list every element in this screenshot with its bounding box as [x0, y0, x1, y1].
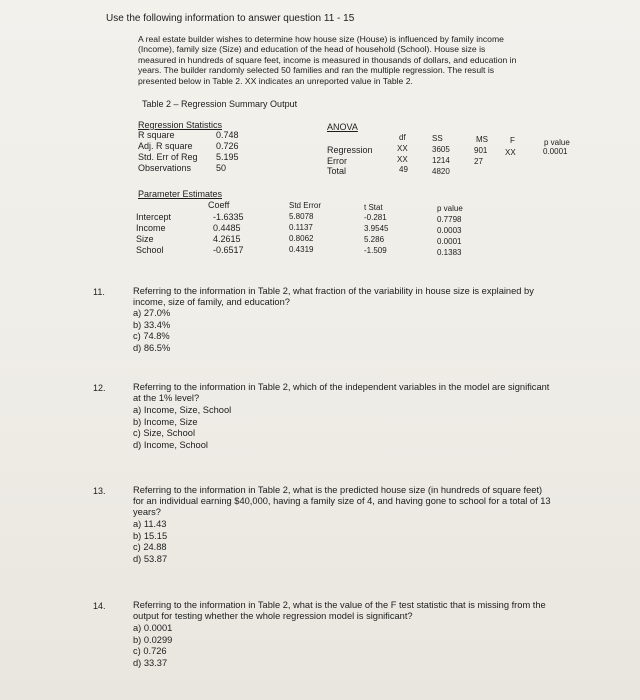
answer-options — [133, 308, 170, 354]
answer-option: d) 33.37 — [133, 657, 168, 668]
anova-title: ANOVA — [327, 122, 358, 132]
question-line: for an individual earning $40,000, having a family size of 4, and having gone to school for a total of 13 — [133, 496, 551, 506]
anova-df: XX — [397, 155, 408, 164]
param-name: Intercept — [136, 212, 172, 222]
question-line: Referring to the information in Table 2, what fraction of the variability in house size is explained by — [133, 286, 534, 296]
param-coeff: -1.6335 — [213, 212, 244, 222]
answer-option: b) Income, Size — [133, 416, 198, 427]
intro-line: (Income), family size (Size) and education of the head of household (School). House size is — [138, 44, 486, 55]
question-text — [133, 382, 549, 404]
question-number: 13. — [93, 486, 106, 496]
instructions-header: Use the following information to answer question 11 - 15 — [106, 13, 355, 24]
answer-option: a) 27.0% — [133, 308, 171, 318]
params-title: Parameter Estimates — [138, 189, 223, 199]
params-header-se: Std Error — [289, 201, 322, 210]
reg-stat-label: Std. Err of Reg — [138, 152, 198, 162]
param-p: 0.1383 — [437, 248, 462, 257]
param-p: 0.7798 — [437, 215, 462, 224]
reg-stat-label: Adj. R square — [138, 141, 193, 151]
reg-stats-title: Regression Statistics — [138, 120, 223, 130]
anova-df: 49 — [399, 165, 408, 174]
answer-option: b) 0.0299 — [133, 634, 173, 645]
reg-stat-value: 0.726 — [216, 141, 239, 151]
table-title: Table 2 – Regression Summary Output — [142, 99, 298, 109]
problem-intro — [138, 34, 578, 86]
param-coeff: 4.2615 — [213, 234, 241, 244]
anova-p: 0.0001 — [543, 147, 568, 156]
param-name: School — [136, 245, 164, 255]
reg-stat-value: 50 — [216, 163, 227, 173]
param-coeff: -0.6517 — [213, 245, 244, 255]
anova-ms: 901 — [474, 146, 488, 155]
param-t: -0.281 — [364, 213, 387, 222]
anova-header-df: df — [399, 133, 406, 142]
answer-option: c) 74.8% — [133, 331, 170, 341]
param-se: 0.4319 — [289, 245, 314, 254]
answer-option: a) Income, Size, School — [133, 405, 232, 415]
anova-df: XX — [397, 144, 408, 153]
param-t: -1.509 — [364, 246, 387, 255]
question-text — [133, 600, 546, 622]
param-se: 0.8062 — [289, 234, 314, 243]
anova-header-p: p value — [544, 138, 570, 147]
param-t: 3.9545 — [364, 224, 389, 233]
question-text — [133, 485, 551, 518]
question-line: output for testing whether the whole regression model is significant? — [133, 611, 413, 621]
reg-stat-value: 5.195 — [216, 152, 239, 162]
answer-option: d) Income, School — [133, 439, 208, 450]
param-name: Income — [136, 223, 166, 233]
anova-header-f: F — [510, 136, 515, 145]
question-number: 12. — [93, 383, 106, 393]
answer-options — [133, 519, 167, 565]
answer-option: c) 0.726 — [133, 646, 167, 656]
answer-option: c) 24.88 — [133, 542, 167, 552]
answer-options — [133, 623, 172, 669]
param-se: 0.1137 — [289, 223, 313, 232]
question-line: income, size of family, and education? — [133, 297, 290, 307]
question-line: Referring to the information in Table 2, what is the value of the F test statistic that is missing from the — [133, 600, 546, 610]
answer-option: d) 53.87 — [133, 553, 168, 564]
param-p: 0.0001 — [437, 237, 462, 246]
answer-option: b) 33.4% — [133, 319, 171, 330]
param-p: 0.0003 — [437, 226, 462, 235]
anova-ss: 1214 — [432, 156, 450, 165]
anova-ss: 3605 — [432, 145, 450, 154]
intro-line: years. The builder randomly selected 50 families and ran the multiple regression. The result is — [138, 65, 495, 76]
question-line: years? — [133, 507, 161, 517]
answer-option: a) 11.43 — [133, 519, 167, 529]
params-header-coeff: Coeff — [208, 200, 230, 210]
reg-stat-label: Observations — [138, 163, 192, 173]
question-number: 14. — [93, 601, 106, 611]
intro-line: A real estate builder wishes to determine how house size (House) is influenced by family income — [138, 34, 504, 44]
answer-option: d) 86.5% — [133, 342, 171, 353]
anova-row-label: Error — [327, 156, 347, 166]
param-t: 5.286 — [364, 235, 385, 244]
anova-header-ss: SS — [432, 134, 443, 143]
question-line: at the 1% level? — [133, 393, 200, 403]
answer-option: c) Size, School — [133, 428, 196, 438]
anova-row-label: Total — [327, 166, 347, 176]
intro-line: presented below in Table 2. XX indicates an unreported value in Table 2. — [138, 75, 413, 86]
anova-header-ms: MS — [476, 135, 488, 144]
answer-option: a) 0.0001 — [133, 623, 173, 633]
params-header-p: p value — [437, 204, 463, 213]
question-number: 11. — [93, 287, 105, 297]
param-coeff: 0.4485 — [213, 223, 241, 233]
question-text — [133, 286, 534, 308]
question-line: Referring to the information in Table 2, what is the predicted house size (in hundreds of square feet) — [133, 485, 543, 495]
params-header-t: t Stat — [364, 203, 383, 212]
anova-ss: 4820 — [432, 167, 450, 176]
param-name: Size — [136, 234, 154, 244]
answer-options — [133, 405, 231, 451]
anova-ms: 27 — [474, 157, 483, 166]
reg-stat-value: 0.748 — [216, 130, 239, 140]
param-se: 5.8078 — [289, 212, 314, 221]
reg-stat-label: R square — [138, 130, 175, 140]
anova-f: XX — [505, 148, 516, 157]
question-line: Referring to the information in Table 2, which of the independent variables in the model are significant — [133, 382, 550, 392]
answer-option: b) 15.15 — [133, 530, 168, 541]
anova-row-label: Regression — [327, 145, 373, 155]
intro-line: measured in hundreds of square feet, income is measured in thousands of dollars, and education in — [138, 54, 517, 65]
